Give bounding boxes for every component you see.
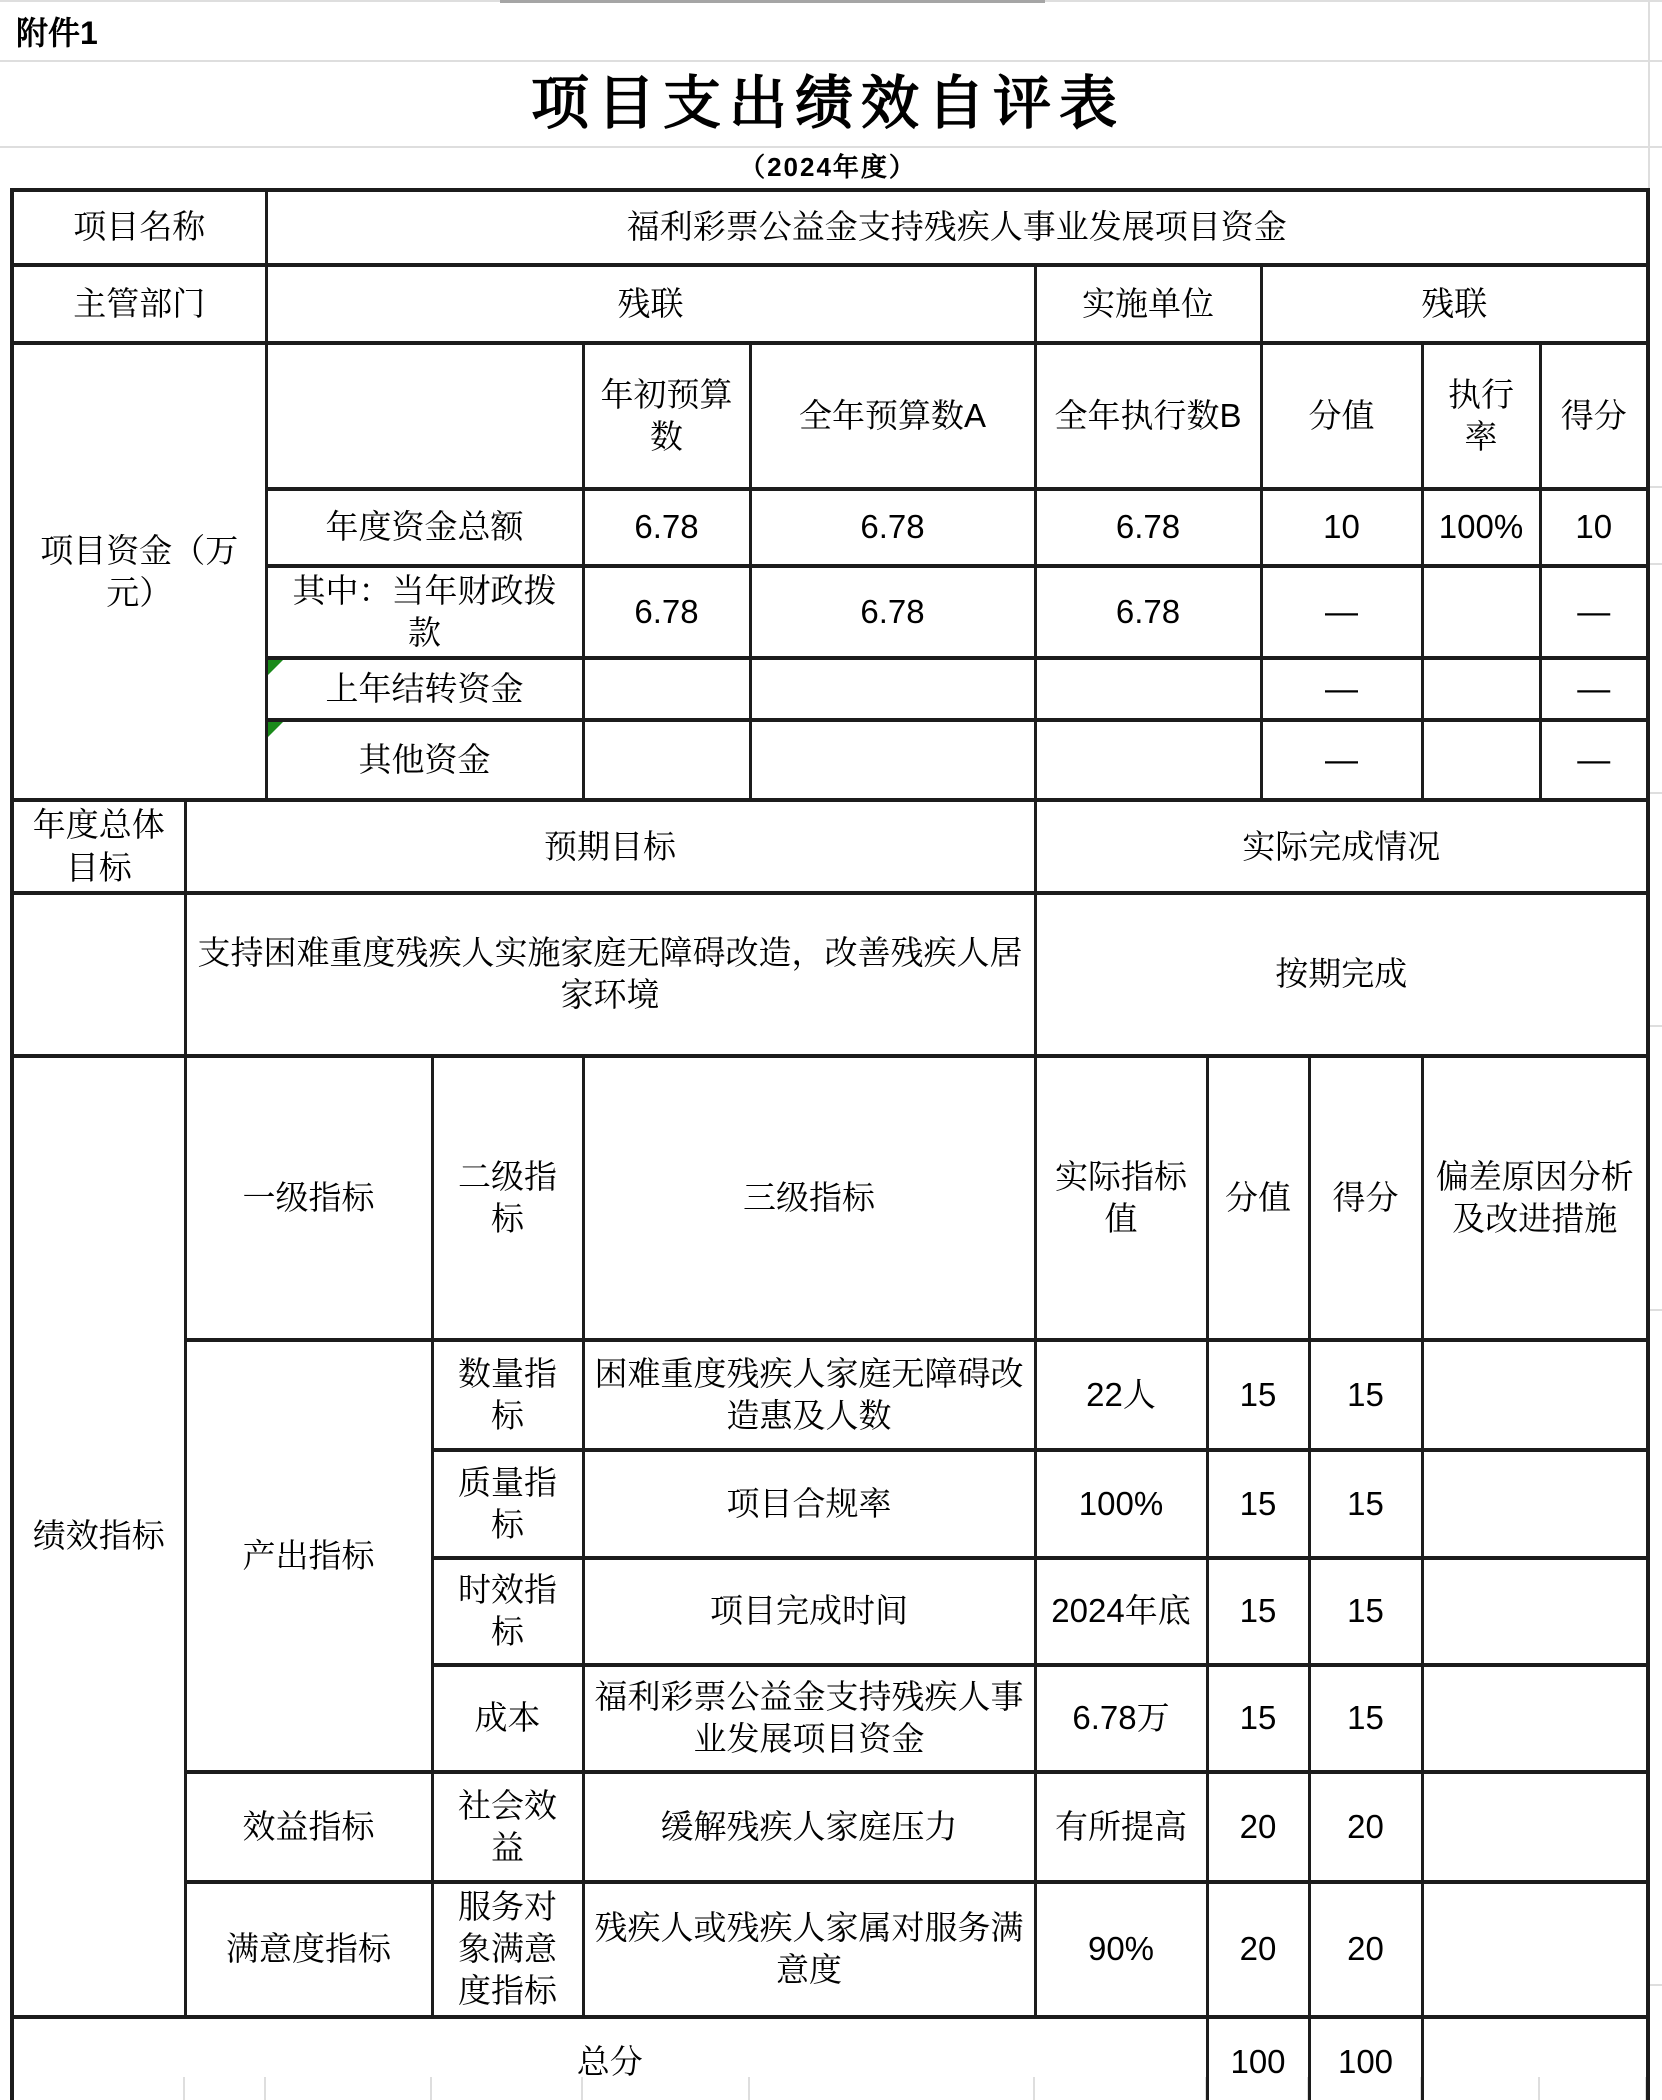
funding-header-score-max: 分值: [1261, 343, 1422, 489]
level2-cell: 数量指标: [432, 1340, 583, 1450]
funding-cell-initial-budget: [583, 720, 750, 800]
actual-value-cell: 有所提高: [1035, 1772, 1207, 1882]
funding-row-label: 其中：当年财政拨款: [266, 566, 583, 658]
score-cell: 15: [1309, 1665, 1422, 1772]
level2-cell: 时效指标: [432, 1558, 583, 1665]
attachment-label: 附件1: [16, 15, 98, 51]
score-cell: 15: [1309, 1558, 1422, 1665]
indicator-header-row: [12, 1056, 1648, 1340]
level3-cell: 残疾人或残疾人家属对服务满意度: [583, 1882, 1035, 2017]
funding-row-label: 年度资金总额: [266, 489, 583, 566]
score-cell: 20: [1309, 1772, 1422, 1882]
actual-completion-header: 实际完成情况: [1035, 800, 1648, 892]
indicator-header-deviation: 偏差原因分析及改进措施: [1422, 1056, 1648, 1340]
error-marker-icon: [268, 722, 283, 737]
actual-completion-text: 按期完成: [1035, 893, 1648, 1056]
score-cell: 15: [1309, 1450, 1422, 1558]
level1-output-indicator: 产出指标: [185, 1340, 432, 1772]
actual-value-cell: 6.78万: [1035, 1665, 1207, 1772]
indicator-row-benefit: [12, 1772, 1648, 1882]
annual-goal-section-label: 年度总体目标: [12, 800, 185, 892]
funding-cell-annual-execution: [1035, 658, 1261, 720]
level2-cell: 服务对象满意度指标: [432, 1882, 583, 2017]
annual-goal-content-row: [12, 893, 1648, 1056]
funding-cell-annual-execution: 6.78: [1035, 489, 1261, 566]
score-max-cell: 15: [1207, 1340, 1309, 1450]
score-max-cell: 20: [1207, 1882, 1309, 2017]
page-title: 项目支出绩效自评表: [530, 71, 1125, 136]
total-score-row: [12, 2017, 1648, 2100]
expected-goal-text: 支持困难重度残疾人实施家庭无障碍改造，改善残疾人居家环境: [185, 893, 1035, 1056]
funding-cell-initial-budget: 6.78: [583, 566, 750, 658]
funding-cell-annual-execution: 6.78: [1035, 566, 1261, 658]
level2-cell: 成本: [432, 1665, 583, 1772]
empty-cell: [12, 893, 185, 1056]
funding-cell-score-max: —: [1261, 566, 1422, 658]
level1-benefit-indicator: 效益指标: [185, 1772, 432, 1882]
funding-cell-annual-budget: [750, 658, 1035, 720]
level3-cell: 项目合规率: [583, 1450, 1035, 1558]
department-label: 主管部门: [12, 265, 266, 343]
level3-cell: 福利彩票公益金支持残疾人事业发展项目资金: [583, 1665, 1035, 1772]
indicator-header-score-max: 分值: [1207, 1056, 1309, 1340]
empty-cell: [1422, 2017, 1648, 2100]
funding-cell-initial-budget: [583, 658, 750, 720]
deviation-cell: [1422, 1772, 1648, 1882]
total-score-value: 100: [1309, 2017, 1422, 2100]
funding-cell-score: —: [1540, 566, 1648, 658]
funding-header-initial-budget: 年初预算数: [583, 343, 750, 489]
level2-cell: 社会效益: [432, 1772, 583, 1882]
project-name-label: 项目名称: [12, 190, 266, 265]
actual-value-cell: 100%: [1035, 1450, 1207, 1558]
funding-cell-score: —: [1540, 720, 1648, 800]
funding-cell-execution-rate: 100%: [1422, 489, 1540, 566]
actual-value-cell: 90%: [1035, 1882, 1207, 2017]
empty-cell: [266, 343, 583, 489]
score-max-cell: 15: [1207, 1450, 1309, 1558]
funding-cell-score-max: —: [1261, 658, 1422, 720]
indicator-row-quantity: [12, 1340, 1648, 1450]
level2-cell: 质量指标: [432, 1450, 583, 1558]
indicator-header-level3: 三级指标: [583, 1056, 1035, 1340]
score-max-cell: 20: [1207, 1772, 1309, 1882]
funding-header-annual-execution: 全年执行数B: [1035, 343, 1261, 489]
score-max-cell: 15: [1207, 1558, 1309, 1665]
funding-cell-execution-rate: [1422, 720, 1540, 800]
funding-cell-annual-budget: [750, 720, 1035, 800]
actual-value-cell: 22人: [1035, 1340, 1207, 1450]
deviation-cell: [1422, 1558, 1648, 1665]
funding-header-annual-budget: 全年预算数A: [750, 343, 1035, 489]
level1-satisfaction-indicator: 满意度指标: [185, 1882, 432, 2017]
page-subtitle: （2024年度）: [739, 152, 917, 182]
indicator-header-score: 得分: [1309, 1056, 1422, 1340]
department-row: [12, 265, 1648, 343]
deviation-cell: [1422, 1450, 1648, 1558]
funding-cell-initial-budget: 6.78: [583, 489, 750, 566]
indicator-header-level1: 一级指标: [185, 1056, 432, 1340]
funding-row-label: [266, 658, 583, 720]
funding-cell-annual-budget: 6.78: [750, 566, 1035, 658]
evaluation-table: [10, 188, 1650, 2100]
project-name-value: 福利彩票公益金支持残疾人事业发展项目资金: [266, 190, 1648, 265]
level3-cell: 项目完成时间: [583, 1558, 1035, 1665]
deviation-cell: [1422, 1882, 1648, 2017]
funding-cell-score: —: [1540, 658, 1648, 720]
level3-cell: 缓解残疾人家庭压力: [583, 1772, 1035, 1882]
total-score-label: 总分: [12, 2017, 1207, 2100]
funding-header-row: [12, 343, 1648, 489]
funding-row-label-text: 其他资金: [358, 741, 491, 779]
funding-cell-score: 10: [1540, 489, 1648, 566]
score-max-cell: 15: [1207, 1665, 1309, 1772]
funding-row-label: [266, 720, 583, 800]
funding-cell-execution-rate: [1422, 566, 1540, 658]
error-marker-icon: [268, 660, 283, 675]
funding-header-score: 得分: [1540, 343, 1648, 489]
implementing-unit-label: 实施单位: [1035, 265, 1261, 343]
level3-cell: 困难重度残疾人家庭无障碍改造惠及人数: [583, 1340, 1035, 1450]
faint-gridline: [500, 0, 1045, 3]
score-cell: 15: [1309, 1340, 1422, 1450]
funding-cell-score-max: 10: [1261, 489, 1422, 566]
funding-row-label-text: 上年结转资金: [325, 670, 524, 708]
indicator-header-actual-value: 实际指标值: [1035, 1056, 1207, 1340]
funding-header-execution-rate: 执行率: [1422, 343, 1540, 489]
deviation-cell: [1422, 1340, 1648, 1450]
expected-goal-header: 预期目标: [185, 800, 1035, 892]
faint-gridline: [1648, 0, 1650, 188]
funding-cell-annual-budget: 6.78: [750, 489, 1035, 566]
implementing-unit-value: 残联: [1261, 265, 1648, 343]
score-cell: 20: [1309, 1882, 1422, 2017]
deviation-cell: [1422, 1665, 1648, 1772]
total-score-max: 100: [1207, 2017, 1309, 2100]
actual-value-cell: 2024年底: [1035, 1558, 1207, 1665]
annual-goal-header-row: [12, 800, 1648, 892]
indicator-header-level2: 二级指标: [432, 1056, 583, 1340]
department-value: 残联: [266, 265, 1035, 343]
funding-cell-annual-execution: [1035, 720, 1261, 800]
project-name-row: [12, 190, 1648, 265]
funding-cell-score-max: —: [1261, 720, 1422, 800]
funding-cell-execution-rate: [1422, 658, 1540, 720]
funding-section-label: 项目资金（万元）: [12, 343, 266, 800]
indicators-section-label: 绩效指标: [12, 1056, 185, 2017]
indicator-row-satisfaction: [12, 1882, 1648, 2017]
